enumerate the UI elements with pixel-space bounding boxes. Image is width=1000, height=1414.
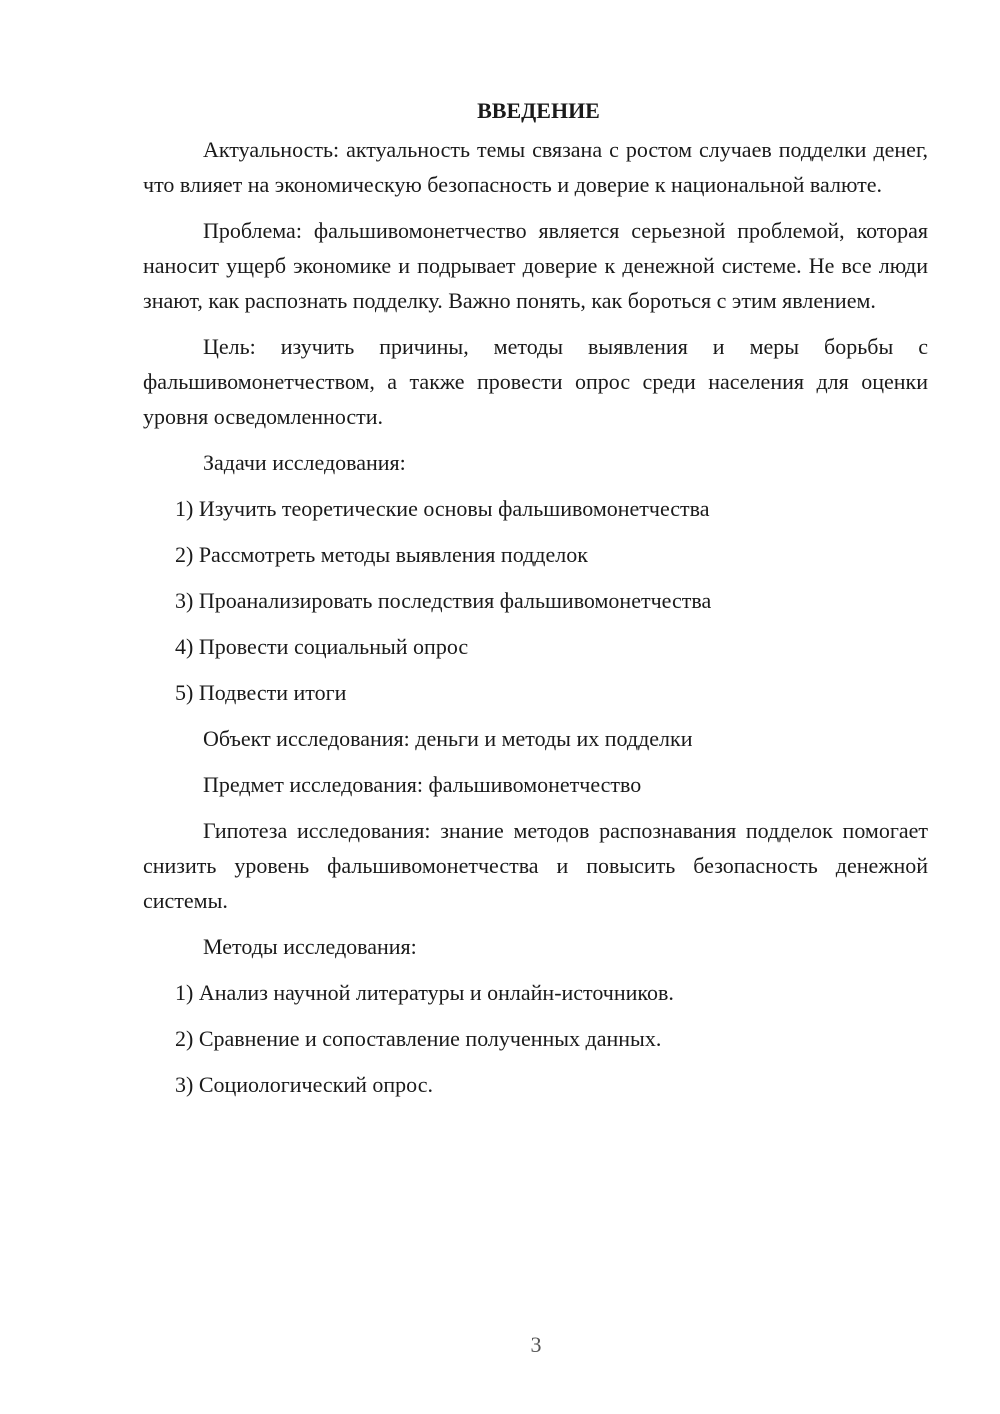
page-number: 3 [530,1332,542,1357]
problem-paragraph: Проблема: фальшивомонетчество является серьезной проблемой, которая наносит ущерб экономике и подрывает доверие к денежной системе. Не все люди знают, как распознать подделку. Важно понять, как бороться с этим явлением. [143,218,928,313]
methods-list [143,975,928,1102]
list-item: 3) Социологический опрос. [175,1072,433,1097]
list-item: 5) Подвести итоги [175,680,347,705]
list-item: 2) Рассмотреть методы выявления подделок [175,542,588,567]
relevance-paragraph: Актуальность: актуальность темы связана с ростом случаев подделки денег, что влияет на экономическую безопасность и доверие к национальной валюте. [143,137,928,197]
page-title: ВВЕДЕНИЕ [477,98,600,123]
methods-heading: Методы исследования: [203,934,417,959]
list-item: 1) Анализ научной литературы и онлайн-источников. [175,980,674,1005]
hypothesis-paragraph: Гипотеза исследования: знание методов распознавания подделок помогает снизить уровень фальшивомонетчества и повысить безопасность денежной системы. [143,818,928,913]
document-page [143,93,928,1113]
list-item: 4) Провести социальный опрос [175,634,469,659]
tasks-list [143,491,928,710]
list-item: 2) Сравнение и сопоставление полученных данных. [175,1026,662,1051]
list-item: 3) Проанализировать последствия фальшивомонетчества [175,588,712,613]
object-line: Объект исследования: деньги и методы их подделки [203,726,693,751]
goal-paragraph: Цель: изучить причины, методы выявления и меры борьбы с фальшивомонетчеством, а также провести опрос среди населения для оценки уровня осведомленности. [143,334,928,429]
list-item: 1) Изучить теоретические основы фальшивомонетчества [175,496,710,521]
tasks-heading: Задачи исследования: [203,450,406,475]
subject-line: Предмет исследования: фальшивомонетчество [203,772,642,797]
